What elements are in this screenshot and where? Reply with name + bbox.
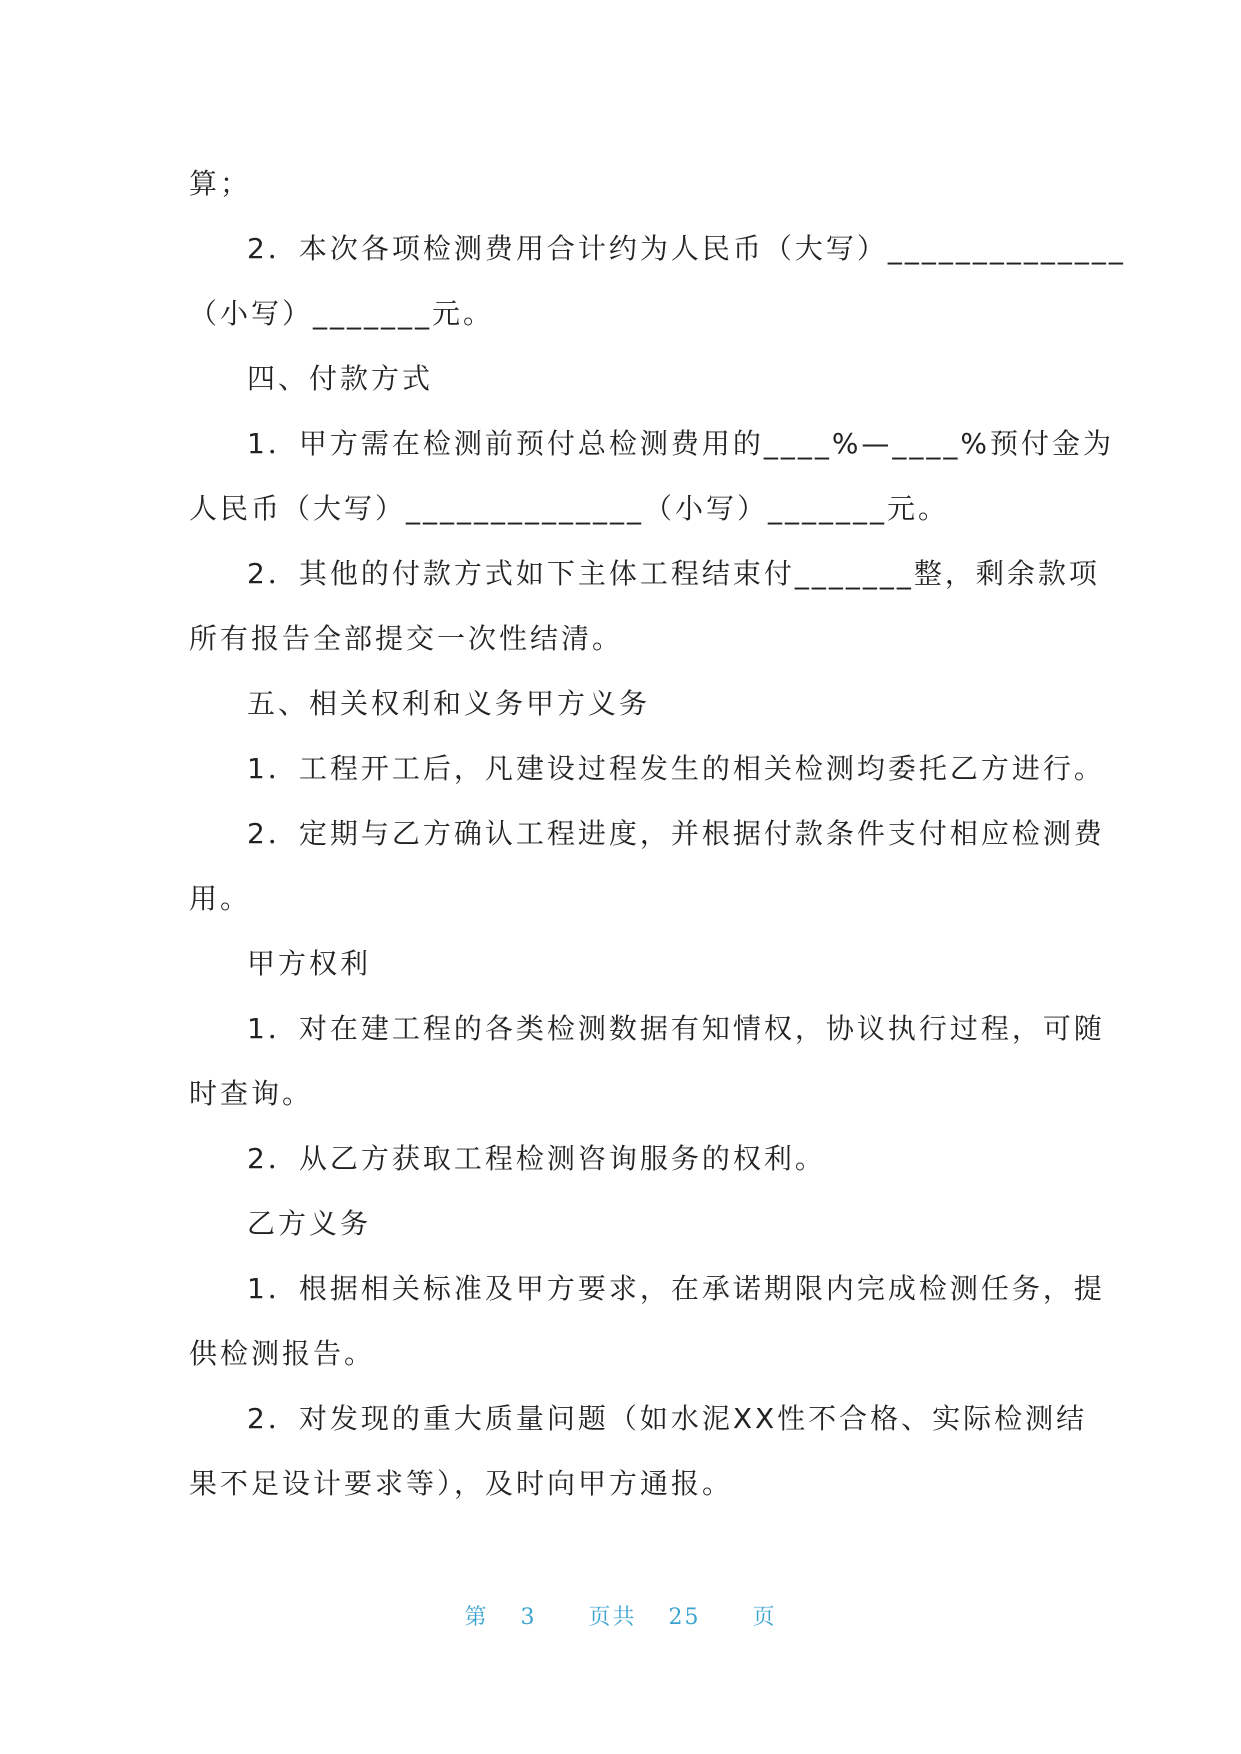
text-line: 2．本次各项检测费用合计约为人民币（大写）______________ [247, 232, 1126, 265]
footer-prefix: 第 [464, 1605, 489, 1630]
subsection-heading: 甲方权利 [247, 947, 372, 980]
text-line: 1．甲方需在检测前预付总检测费用的____%—____%预付金为 [247, 427, 1115, 460]
text-line: 2．对发现的重大质量问题（如水泥XX性不合格、实际检测结 [247, 1402, 1088, 1435]
page-footer [0, 1600, 1241, 1631]
text-line: 时查询。 [189, 1077, 314, 1110]
subsection-heading: 乙方义务 [247, 1207, 372, 1240]
footer-suffix: 页 [752, 1605, 777, 1630]
text-line: 1．工程开工后，凡建设过程发生的相关检测均委托乙方进行。 [247, 752, 1105, 785]
document-body [189, 151, 1126, 1516]
text-line: 1．对在建工程的各类检测数据有知情权，协议执行过程，可随 [247, 1012, 1105, 1045]
text-line: 算； [189, 167, 252, 200]
text-line: 2．从乙方获取工程检测咨询服务的权利。 [247, 1142, 826, 1175]
current-page-number: 3 [520, 1605, 537, 1630]
section-heading: 五、相关权利和义务甲方义务 [247, 687, 651, 720]
footer-middle: 页共 [588, 1605, 637, 1630]
text-line: 所有报告全部提交一次性结清。 [189, 622, 624, 655]
text-line: 1．根据相关标准及甲方要求，在承诺期限内完成检测任务，提 [247, 1272, 1105, 1305]
text-line: 用。 [189, 882, 252, 915]
text-line: 果不足设计要求等），及时向甲方通报。 [189, 1467, 734, 1500]
total-pages-number: 25 [668, 1605, 701, 1630]
text-line: 人民币（大写）______________（小写）_______元。 [189, 492, 950, 525]
text-line: 供检测报告。 [189, 1337, 376, 1370]
text-line: 2．其他的付款方式如下主体工程结束付_______整，剩余款项 [247, 557, 1100, 590]
section-heading: 四、付款方式 [247, 362, 434, 395]
text-line: （小写）_______元。 [189, 297, 495, 330]
text-line: 2．定期与乙方确认工程进度，并根据付款条件支付相应检测费 [247, 817, 1105, 850]
